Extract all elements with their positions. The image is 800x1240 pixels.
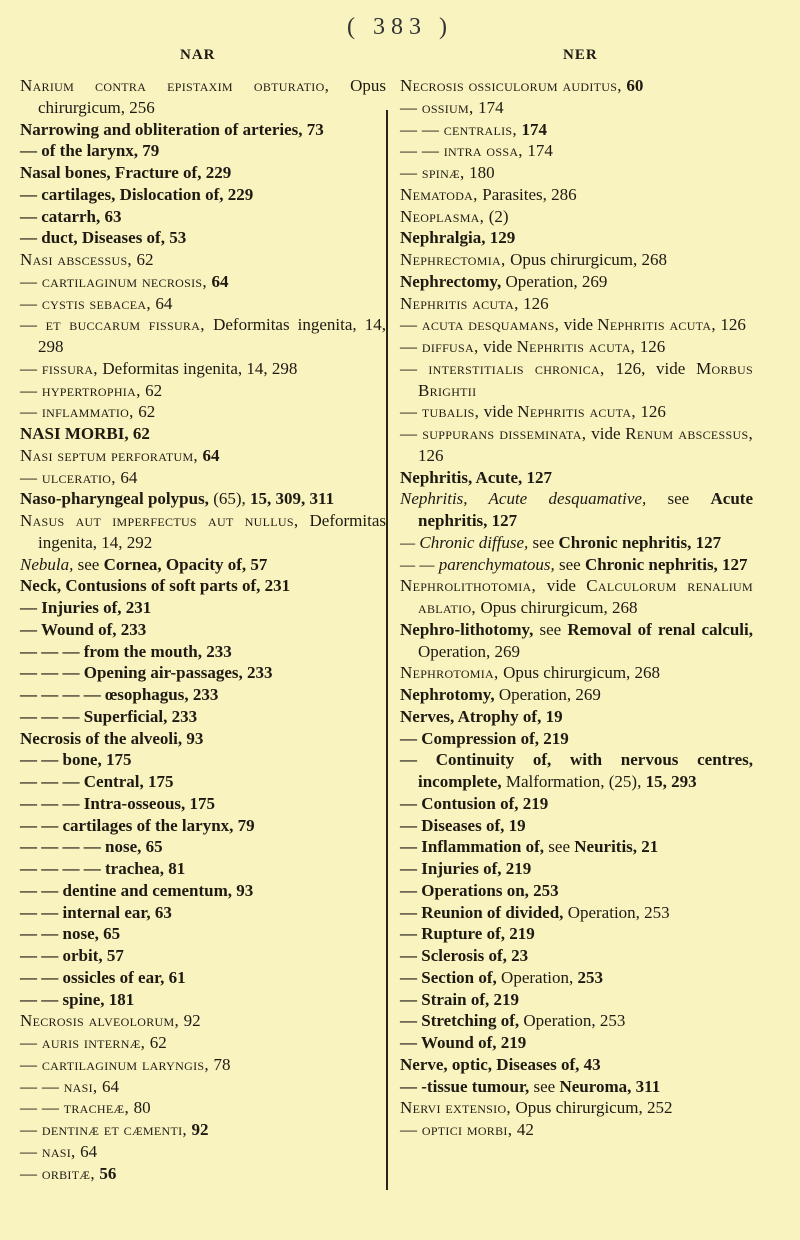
entry-text: — Sclerosis of, 23: [400, 946, 529, 965]
index-entry: [400, 488, 753, 532]
index-entry: [400, 793, 753, 815]
entry-text: Nasal bones, Fracture of, 229: [20, 163, 232, 182]
index-entry: [20, 227, 386, 249]
index-entry: [20, 880, 386, 902]
index-entry: [20, 575, 386, 597]
entry-text: 64: [202, 445, 220, 465]
entry-text: — cartilaginum laryngis,: [20, 1054, 214, 1074]
index-entry: [20, 836, 386, 858]
entry-text: — ulceratio,: [20, 467, 121, 487]
entry-text: 15, 309, 311: [250, 489, 335, 509]
index-entry: [400, 749, 753, 793]
entry-text: Chronic nephritis, 127: [558, 532, 722, 552]
index-entry: [20, 401, 386, 423]
entry-text: Opus chirurgicum, 252: [515, 1098, 673, 1118]
entry-text: — — — Intra-osseous, 175: [20, 793, 216, 813]
index-entry: [20, 1141, 386, 1163]
index-entry: [20, 1076, 386, 1098]
index-entry: [400, 336, 753, 358]
entry-text: Opus chirurgicum, 268: [510, 250, 668, 269]
index-entry: [400, 271, 753, 293]
entry-text: — hypertrophia,: [20, 380, 146, 400]
entry-text: — Compression of, 219: [400, 728, 569, 748]
entry-text: Necrosis ossiculorum auditus,: [400, 76, 627, 95]
index-entry: [400, 75, 753, 97]
entry-text: Narrowing and obliteration of arteries, 73: [20, 119, 324, 139]
index-entry: [20, 902, 386, 924]
entry-text: — suppurans disseminata,: [400, 424, 592, 443]
entry-text: — — intra ossa,: [400, 141, 528, 161]
index-entry: [400, 293, 753, 315]
index-entry: [400, 140, 753, 162]
entry-text: vide: [483, 402, 518, 422]
index-entry: [20, 1032, 386, 1054]
entry-text: 62: [138, 402, 156, 422]
entry-text: see: [533, 1076, 560, 1096]
index-entry: [400, 575, 753, 619]
index-entry: [400, 423, 753, 467]
entry-text: Acute nephritis, 127: [418, 489, 753, 530]
entry-text: 64: [102, 1076, 120, 1096]
entry-text: — — tracheæ,: [20, 1098, 134, 1118]
index-entry: [400, 97, 753, 119]
index-entry: [400, 532, 753, 554]
entry-text: see: [77, 554, 104, 574]
index-entry: [20, 75, 386, 119]
left-column-header: NAR: [180, 47, 216, 63]
entry-text: — et buccarum fissura,: [20, 315, 214, 335]
entry-text: — Injuries of, 219: [400, 859, 532, 878]
index-entry: [400, 1076, 753, 1098]
page-number: ( 383 ): [347, 14, 453, 40]
entry-text: — orbitæ,: [20, 1163, 100, 1183]
entry-text: Nephrotomy,: [400, 685, 499, 704]
entry-text: — spinæ,: [400, 163, 470, 182]
entry-text: 64: [80, 1141, 98, 1161]
entry-text: Morbus Brightii: [418, 358, 753, 400]
index-entry: [400, 728, 753, 750]
entry-text: — diffusa,: [400, 337, 484, 356]
index-entry: [20, 1097, 386, 1119]
index-entry: [400, 880, 753, 902]
index-entry: [20, 271, 386, 293]
entry-text: — — centralis,: [400, 119, 522, 139]
index-entry: [20, 706, 386, 728]
entry-text: — fissura,: [20, 358, 103, 378]
entry-text: Operation, 253: [567, 902, 670, 922]
index-entry: [20, 510, 386, 554]
index-entry: [20, 1010, 386, 1032]
index-entry: [400, 358, 753, 402]
index-entry: [20, 749, 386, 771]
entry-text: 64: [120, 467, 138, 487]
index-entry: [400, 1032, 753, 1054]
entry-text: 64: [211, 271, 229, 291]
entry-text: 174: [527, 141, 553, 161]
index-entry: [400, 684, 753, 706]
entry-text: — Operations on, 253: [400, 880, 559, 900]
index-entry: [400, 1119, 753, 1141]
entry-text: 78: [213, 1054, 231, 1074]
entry-text: Nephrolithotomia,: [400, 576, 547, 596]
entry-text: 126: [639, 337, 666, 356]
entry-text: Malformation, (25),: [505, 772, 646, 791]
entry-text: Opus chirurgicum, 256: [38, 76, 386, 117]
entry-text: Deformitas ingenita, 14, 298: [102, 358, 298, 378]
entry-text: — inflammatio,: [20, 402, 139, 422]
entry-text: Chronic nephritis, 127: [584, 554, 748, 574]
entry-text: — — cartilages of the larynx, 79: [20, 815, 255, 835]
index-entry: [400, 1097, 753, 1119]
index-entry: [400, 227, 753, 249]
entry-text: 62: [149, 1033, 167, 1052]
index-entry: [400, 119, 753, 141]
index-entry: [20, 445, 386, 467]
entry-text: — dentinæ et cæmenti,: [20, 1120, 192, 1139]
entry-text: — Section of,: [400, 967, 502, 987]
entry-text: — ossium,: [400, 97, 479, 117]
entry-text: Nasus aut imperfectus aut nullus,: [20, 511, 310, 530]
entry-text: vide: [591, 424, 626, 443]
entry-text: — — spine, 181: [20, 989, 135, 1009]
entry-text: — duct, Diseases of, 53: [20, 228, 187, 248]
entry-text: 64: [155, 293, 173, 313]
index-entry: [400, 902, 753, 924]
entry-text: Operation, 269: [505, 271, 608, 291]
entry-text: Nephrectomia,: [400, 250, 511, 269]
entry-text: Parasites, 286: [482, 184, 577, 204]
index-entry: [20, 945, 386, 967]
entry-text: — Inflammation of,: [400, 837, 549, 857]
index-entry: [400, 989, 753, 1011]
entry-text: Nephro-lithotomy,: [400, 619, 540, 639]
right-column-header: NER: [563, 47, 598, 63]
entry-text: Calculorum renalium ablatio,: [418, 576, 753, 617]
entry-text: Necrosis of the alveoli, 93: [20, 728, 204, 748]
entry-text: Nephritis, Acute, 127: [400, 467, 553, 487]
entry-text: — Diseases of, 19: [400, 815, 526, 835]
index-entry: [20, 771, 386, 793]
entry-text: Nephrotomia,: [400, 663, 504, 683]
entry-text: 174: [521, 119, 547, 139]
entry-text: Narium contra epistaxim obturatio,: [20, 76, 351, 95]
entry-text: 56: [99, 1163, 117, 1183]
entry-text: 62: [136, 250, 154, 269]
entry-text: — — nasi,: [20, 1076, 103, 1096]
index-entry: [20, 989, 386, 1011]
entry-text: — Continuity of, with nervous centres, incomplete,: [400, 750, 753, 791]
entry-text: — acuta desquamans,: [400, 315, 564, 335]
column-divider: [386, 110, 388, 1190]
entry-text: 126: [640, 402, 666, 422]
entry-text: (65),: [213, 489, 251, 509]
index-entry: [400, 1054, 753, 1076]
entry-text: — — — from the mouth, 233: [20, 641, 232, 661]
entry-text: — nasi,: [20, 1141, 81, 1161]
entry-text: 126: [720, 315, 746, 335]
index-entry: [20, 684, 386, 706]
entry-text: — — — — nose, 65: [20, 837, 163, 857]
entry-text: — — — Central, 175: [20, 772, 174, 791]
index-entry: [20, 858, 386, 880]
entry-text: 42: [516, 1120, 534, 1139]
index-entry: [20, 423, 386, 445]
entry-text: Deformitas ingenita, 14, 298: [38, 315, 386, 356]
entry-text: vide: [483, 337, 517, 356]
entry-text: — tubalis,: [400, 402, 484, 422]
entry-text: 253: [577, 967, 604, 987]
index-entry: [400, 836, 753, 858]
entry-text: — — dentine and cementum, 93: [20, 880, 254, 900]
entry-text: Nephrectomy,: [400, 271, 506, 291]
entry-text: see: [558, 554, 585, 574]
left-index-column: [20, 75, 386, 1184]
entry-text: — — nose, 65: [20, 924, 121, 944]
entry-text: — Wound of, 219: [400, 1033, 527, 1052]
entry-text: 180: [469, 163, 495, 182]
entry-text: Nerve, optic, Diseases of, 43: [400, 1054, 601, 1074]
index-entry: [20, 206, 386, 228]
index-entry: [20, 554, 386, 576]
entry-text: Operation, 269: [418, 641, 520, 661]
entry-text: Nebula,: [20, 554, 78, 574]
entry-text: — — — — œsophagus, 233: [20, 685, 219, 704]
entry-text: vide: [546, 576, 587, 596]
entry-text: Operation, 269: [498, 685, 601, 704]
entry-text: 126, vide: [615, 358, 697, 378]
entry-text: 60: [626, 76, 644, 95]
entry-text: Renum abscessus,: [625, 424, 753, 443]
index-entry: [400, 249, 753, 271]
entry-text: Nephritis acuta,: [597, 315, 721, 335]
index-entry: [400, 619, 753, 663]
entry-text: Nephritis acuta,: [517, 402, 641, 422]
entry-text: Nematoda,: [400, 184, 483, 204]
entry-text: Operation,: [501, 967, 578, 987]
entry-text: — Chronic diffuse,: [400, 532, 533, 552]
index-entry: [20, 293, 386, 315]
entry-text: — — ossicles of ear, 61: [20, 967, 186, 987]
entry-text: see: [667, 489, 711, 509]
entry-text: — interstitialis chronica,: [400, 358, 616, 378]
entry-text: — — — — trachea, 81: [20, 859, 186, 878]
entry-text: — — bone, 175: [20, 750, 132, 770]
entry-text: Nervi extensio,: [400, 1098, 516, 1118]
entry-text: — Rupture of, 219: [400, 924, 535, 944]
entry-text: — Reunion of divided,: [400, 902, 568, 922]
right-index-column: [400, 75, 753, 1141]
index-entry: [20, 358, 386, 380]
entry-text: Neuritis, 21: [574, 837, 659, 857]
entry-text: Nasi abscessus,: [20, 250, 137, 269]
index-entry: [20, 641, 386, 663]
entry-text: 126: [523, 293, 549, 313]
index-entry: [20, 140, 386, 162]
entry-text: 80: [133, 1098, 151, 1118]
index-entry: [20, 619, 386, 641]
index-entry: [400, 1010, 753, 1032]
index-entry: [400, 662, 753, 684]
entry-text: — Injuries of, 231: [20, 598, 152, 617]
entry-text: Opus chirurgicum, 268: [503, 663, 661, 683]
index-entry: [400, 184, 753, 206]
index-entry: [20, 314, 386, 358]
index-entry: [400, 206, 753, 228]
index-entry: [20, 967, 386, 989]
entry-text: — optici morbi,: [400, 1120, 517, 1139]
index-entry: [20, 815, 386, 837]
entry-text: Nephritis acuta,: [400, 293, 524, 313]
entry-text: Nephralgia, 129: [400, 228, 516, 248]
index-entry: [400, 967, 753, 989]
index-entry: [400, 467, 753, 489]
index-entry: [20, 1163, 386, 1185]
index-entry: [400, 858, 753, 880]
entry-text: 126: [418, 445, 444, 465]
index-entry: [20, 597, 386, 619]
entry-text: — Wound of, 233: [20, 619, 147, 639]
entry-text: NASI MORBI, 62: [20, 424, 150, 443]
entry-text: — cystis sebacea,: [20, 293, 156, 313]
entry-text: 15, 293: [645, 772, 697, 791]
index-entry: [20, 467, 386, 489]
entry-text: Neuroma, 311: [559, 1076, 661, 1096]
index-entry: [20, 1119, 386, 1141]
entry-text: see: [548, 837, 575, 857]
entry-text: Neck, Contusions of soft parts of, 231: [20, 576, 291, 596]
index-entry: [20, 249, 386, 271]
entry-text: 62: [145, 380, 163, 400]
entry-text: Opus chirurgicum, 268: [480, 598, 638, 617]
entry-text: 92: [183, 1011, 201, 1031]
entry-text: — — parenchymatous,: [400, 554, 559, 574]
entry-text: Neoplasma,: [400, 206, 489, 226]
index-entry: [20, 793, 386, 815]
entry-text: — Stretching of,: [400, 1011, 524, 1031]
index-entry: [400, 162, 753, 184]
entry-text: — of the larynx, 79: [20, 141, 160, 161]
entry-text: — — internal ear, 63: [20, 902, 172, 922]
index-entry: [20, 728, 386, 750]
entry-text: Operation, 253: [523, 1011, 626, 1031]
entry-text: Deformitas ingenita, 14, 292: [38, 511, 386, 552]
entry-text: 174: [478, 97, 504, 117]
entry-text: — -tissue tumour,: [400, 1076, 534, 1096]
entry-text: — auris internæ,: [20, 1033, 150, 1052]
entry-text: Nephritis, Acute desquamative,: [400, 489, 668, 509]
entry-text: — — orbit, 57: [20, 946, 124, 965]
index-entry: [400, 554, 753, 576]
index-entry: [20, 1054, 386, 1076]
index-entry: [20, 119, 386, 141]
entry-text: — Contusion of, 219: [400, 793, 549, 813]
index-entry: [400, 945, 753, 967]
entry-text: — — — Opening air-passages, 233: [20, 663, 273, 683]
entry-text: Naso-pharyngeal polypus,: [20, 489, 214, 509]
entry-text: Nerves, Atrophy of, 19: [400, 706, 563, 726]
index-entry: [400, 706, 753, 728]
entry-text: — — — Superficial, 233: [20, 706, 198, 726]
index-entry: [20, 162, 386, 184]
index-entry: [400, 401, 753, 423]
index-entry: [20, 662, 386, 684]
entry-text: Nasi septum perforatum,: [20, 445, 203, 465]
entry-text: Necrosis alveolorum,: [20, 1011, 184, 1031]
index-entry: [20, 380, 386, 402]
index-entry: [20, 488, 386, 510]
entry-text: 92: [191, 1120, 209, 1139]
entry-text: — Strain of, 219: [400, 989, 519, 1009]
entry-text: Nephritis acuta,: [516, 337, 640, 356]
entry-text: — cartilaginum necrosis,: [20, 271, 212, 291]
entry-text: (2): [488, 206, 509, 226]
entry-text: Cornea, Opacity of, 57: [103, 554, 268, 574]
entry-text: see: [532, 532, 559, 552]
entry-text: vide: [563, 315, 598, 335]
index-entry: [400, 815, 753, 837]
index-entry: [400, 923, 753, 945]
entry-text: see: [539, 619, 568, 639]
index-entry: [20, 184, 386, 206]
entry-text: Removal of renal calculi,: [567, 619, 754, 639]
entry-text: — catarrh, 63: [20, 206, 122, 226]
index-entry: [400, 314, 753, 336]
entry-text: — cartilages, Dislocation of, 229: [20, 184, 254, 204]
index-entry: [20, 923, 386, 945]
